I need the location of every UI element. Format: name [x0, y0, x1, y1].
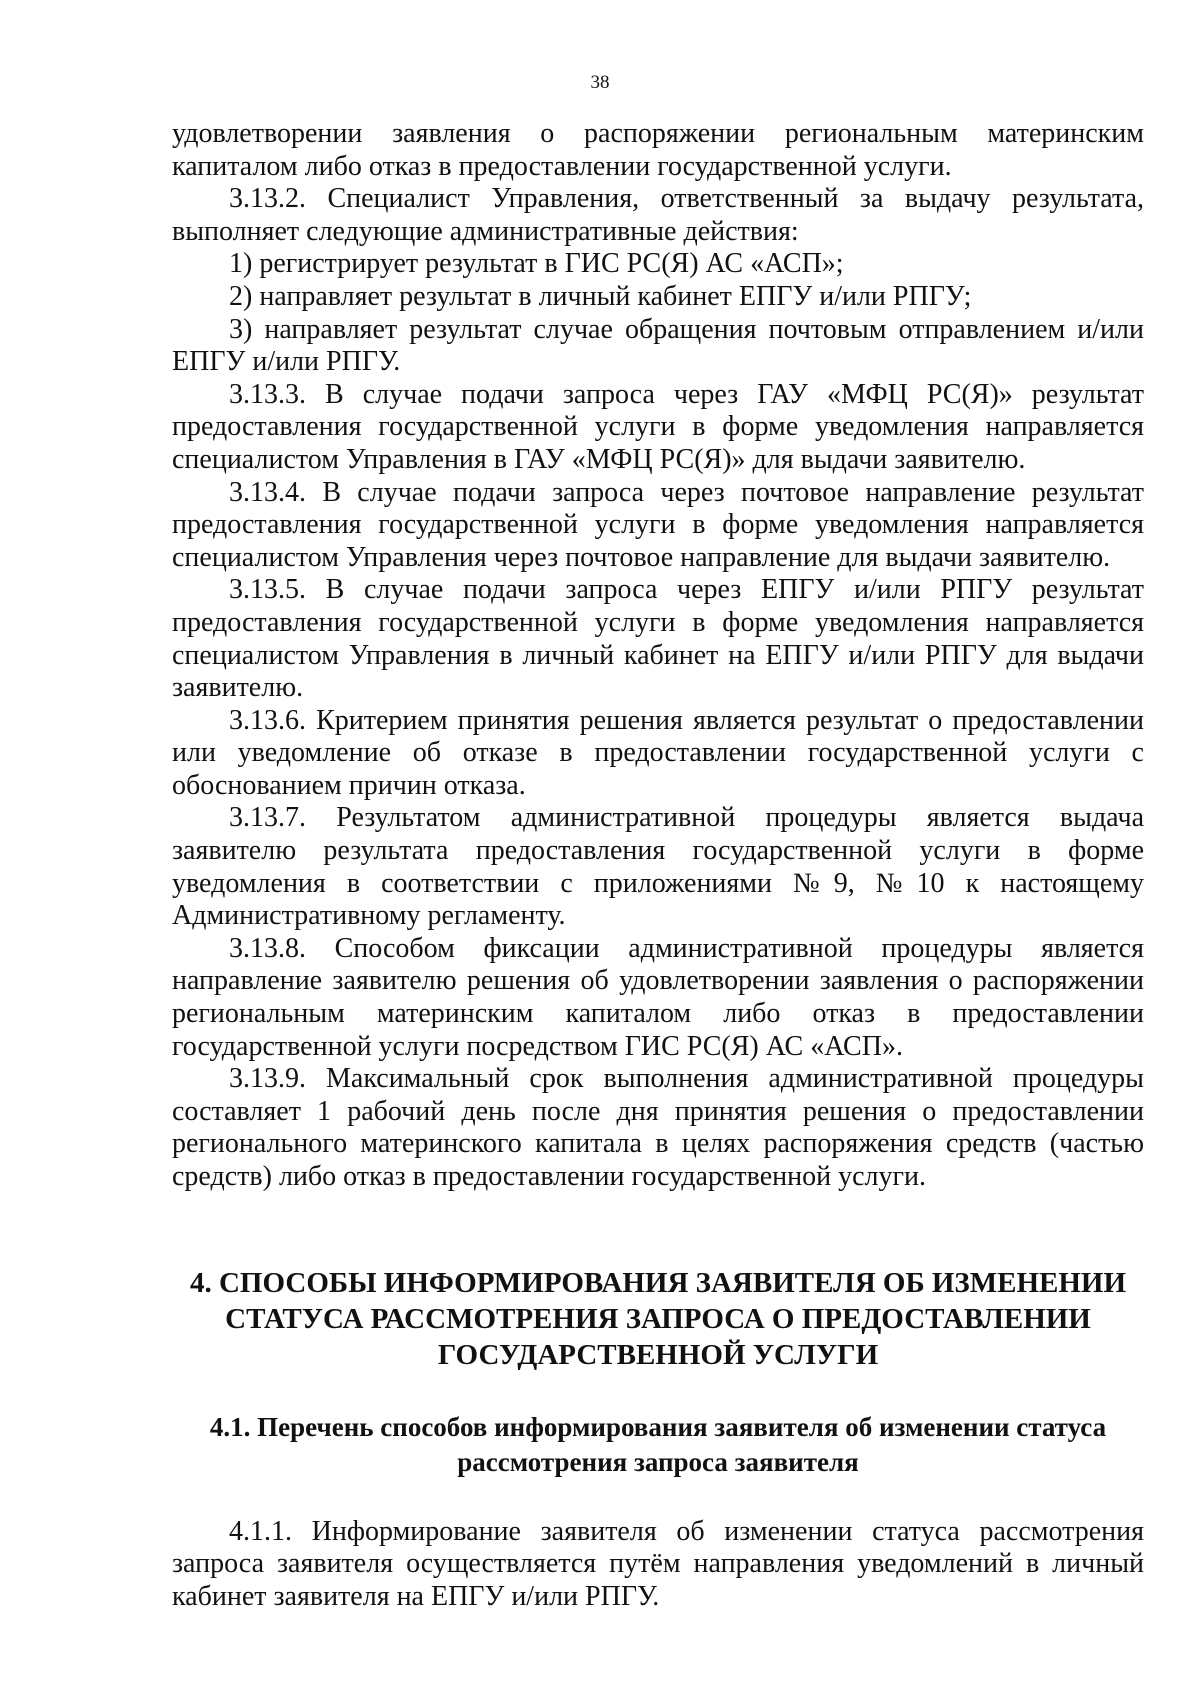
paragraph-3-13-5: 3.13.5. В случае подачи запроса через ЕПГУ и/или РПГУ результат предоставления государственной услуги в форме уведомления направляется специалистом Управления в личный кабинет на ЕПГУ и/или РПГУ для выдачи заявителю.: [172, 574, 1144, 704]
paragraph-3-13-2: 3.13.2. Специалист Управления, ответственный за выдачу результата, выполняет следующие административные действия:: [172, 183, 1144, 247]
document-body: [172, 118, 1144, 1613]
paragraph-3-13-9: 3.13.9. Максимальный срок выполнения административной процедуры составляет 1 рабочий день после дня принятия решения о предоставлении регионального материнского капитала в целях распоряжения средств (частью средств) либо отказ в предоставлении государственной услуги.: [172, 1063, 1144, 1192]
paragraph-continuation: удовлетворении заявления о распоряжении региональным материнским капиталом либо отказ в предоставлении государственной услуги.: [172, 118, 1144, 182]
chapter-heading-line: 4. СПОСОБЫ ИНФОРМИРОВАНИЯ ЗАЯВИТЕЛЯ ОБ ИЗМЕНЕНИИ: [189, 1266, 1127, 1299]
list-item-1: 1) регистрирует результат в ГИС РС(Я) АС «АСП»;: [229, 248, 844, 280]
list-item-2: 2) направляет результат в личный кабинет ЕПГУ и/или РПГУ;: [229, 280, 972, 312]
chapter-heading-line: СТАТУСА РАССМОТРЕНИЯ ЗАПРОСА О ПРЕДОСТАВЛЕНИИ: [225, 1302, 1091, 1335]
paragraph-3-13-4: 3.13.4. В случае подачи запроса через почтовое направление результат предоставления государственной услуги в форме уведомления направляется специалистом Управления через почтовое направление для выдачи заявителю.: [172, 476, 1144, 573]
paragraph-3-13-7: 3.13.7. Результатом административной процедуры является выдача заявителю результата предоставления государственной услуги в форме уведомления в соответствии с приложениями №9, №10 к настоящему Административному регламенту.: [172, 802, 1144, 932]
list-item-3: 3) направляет результат случае обращения почтовым отправлением и/или ЕПГУ и/или РПГУ.: [172, 313, 1144, 378]
paragraph-3-13-8: 3.13.8. Способом фиксации административной процедуры является направление заявителю решения об удовлетворении заявления о распоряжении региональным материнским капиталом либо отказ в предоставлении государственной услуги посредством ГИС РС(Я) АС «АСП».: [172, 932, 1144, 1062]
section-heading-line: 4.1. Перечень способов информирования заявителя об изменении статуса: [209, 1411, 1107, 1442]
section-heading-line: рассмотрения запроса заявителя: [457, 1446, 859, 1477]
paragraph-4-1-1: 4.1.1. Информирование заявителя об изменении статуса рассмотрения запроса заявителя осуществляется путём направления уведомлений в личный кабинет заявителя на ЕПГУ и/или РПГУ.: [172, 1515, 1144, 1612]
section-heading: [172, 1410, 1144, 1480]
paragraph-3-13-3: 3.13.3. В случае подачи запроса через ГАУ «МФЦ РС(Я)» результат предоставления государственной услуги в форме уведомления направляется специалистом Управления в ГАУ «МФЦ РС(Я)» для выдачи заявителю.: [172, 378, 1144, 475]
chapter-heading: [172, 1265, 1144, 1373]
chapter-heading-line: ГОСУДАРСТВЕННОЙ УСЛУГИ: [437, 1338, 879, 1371]
paragraph-3-13-6: 3.13.6. Критерием принятия решения является результат о предоставлении или уведомление об отказе в предоставлении государственной услуги с обоснованием причин отказа.: [172, 704, 1144, 801]
page-number: 38: [590, 72, 610, 93]
